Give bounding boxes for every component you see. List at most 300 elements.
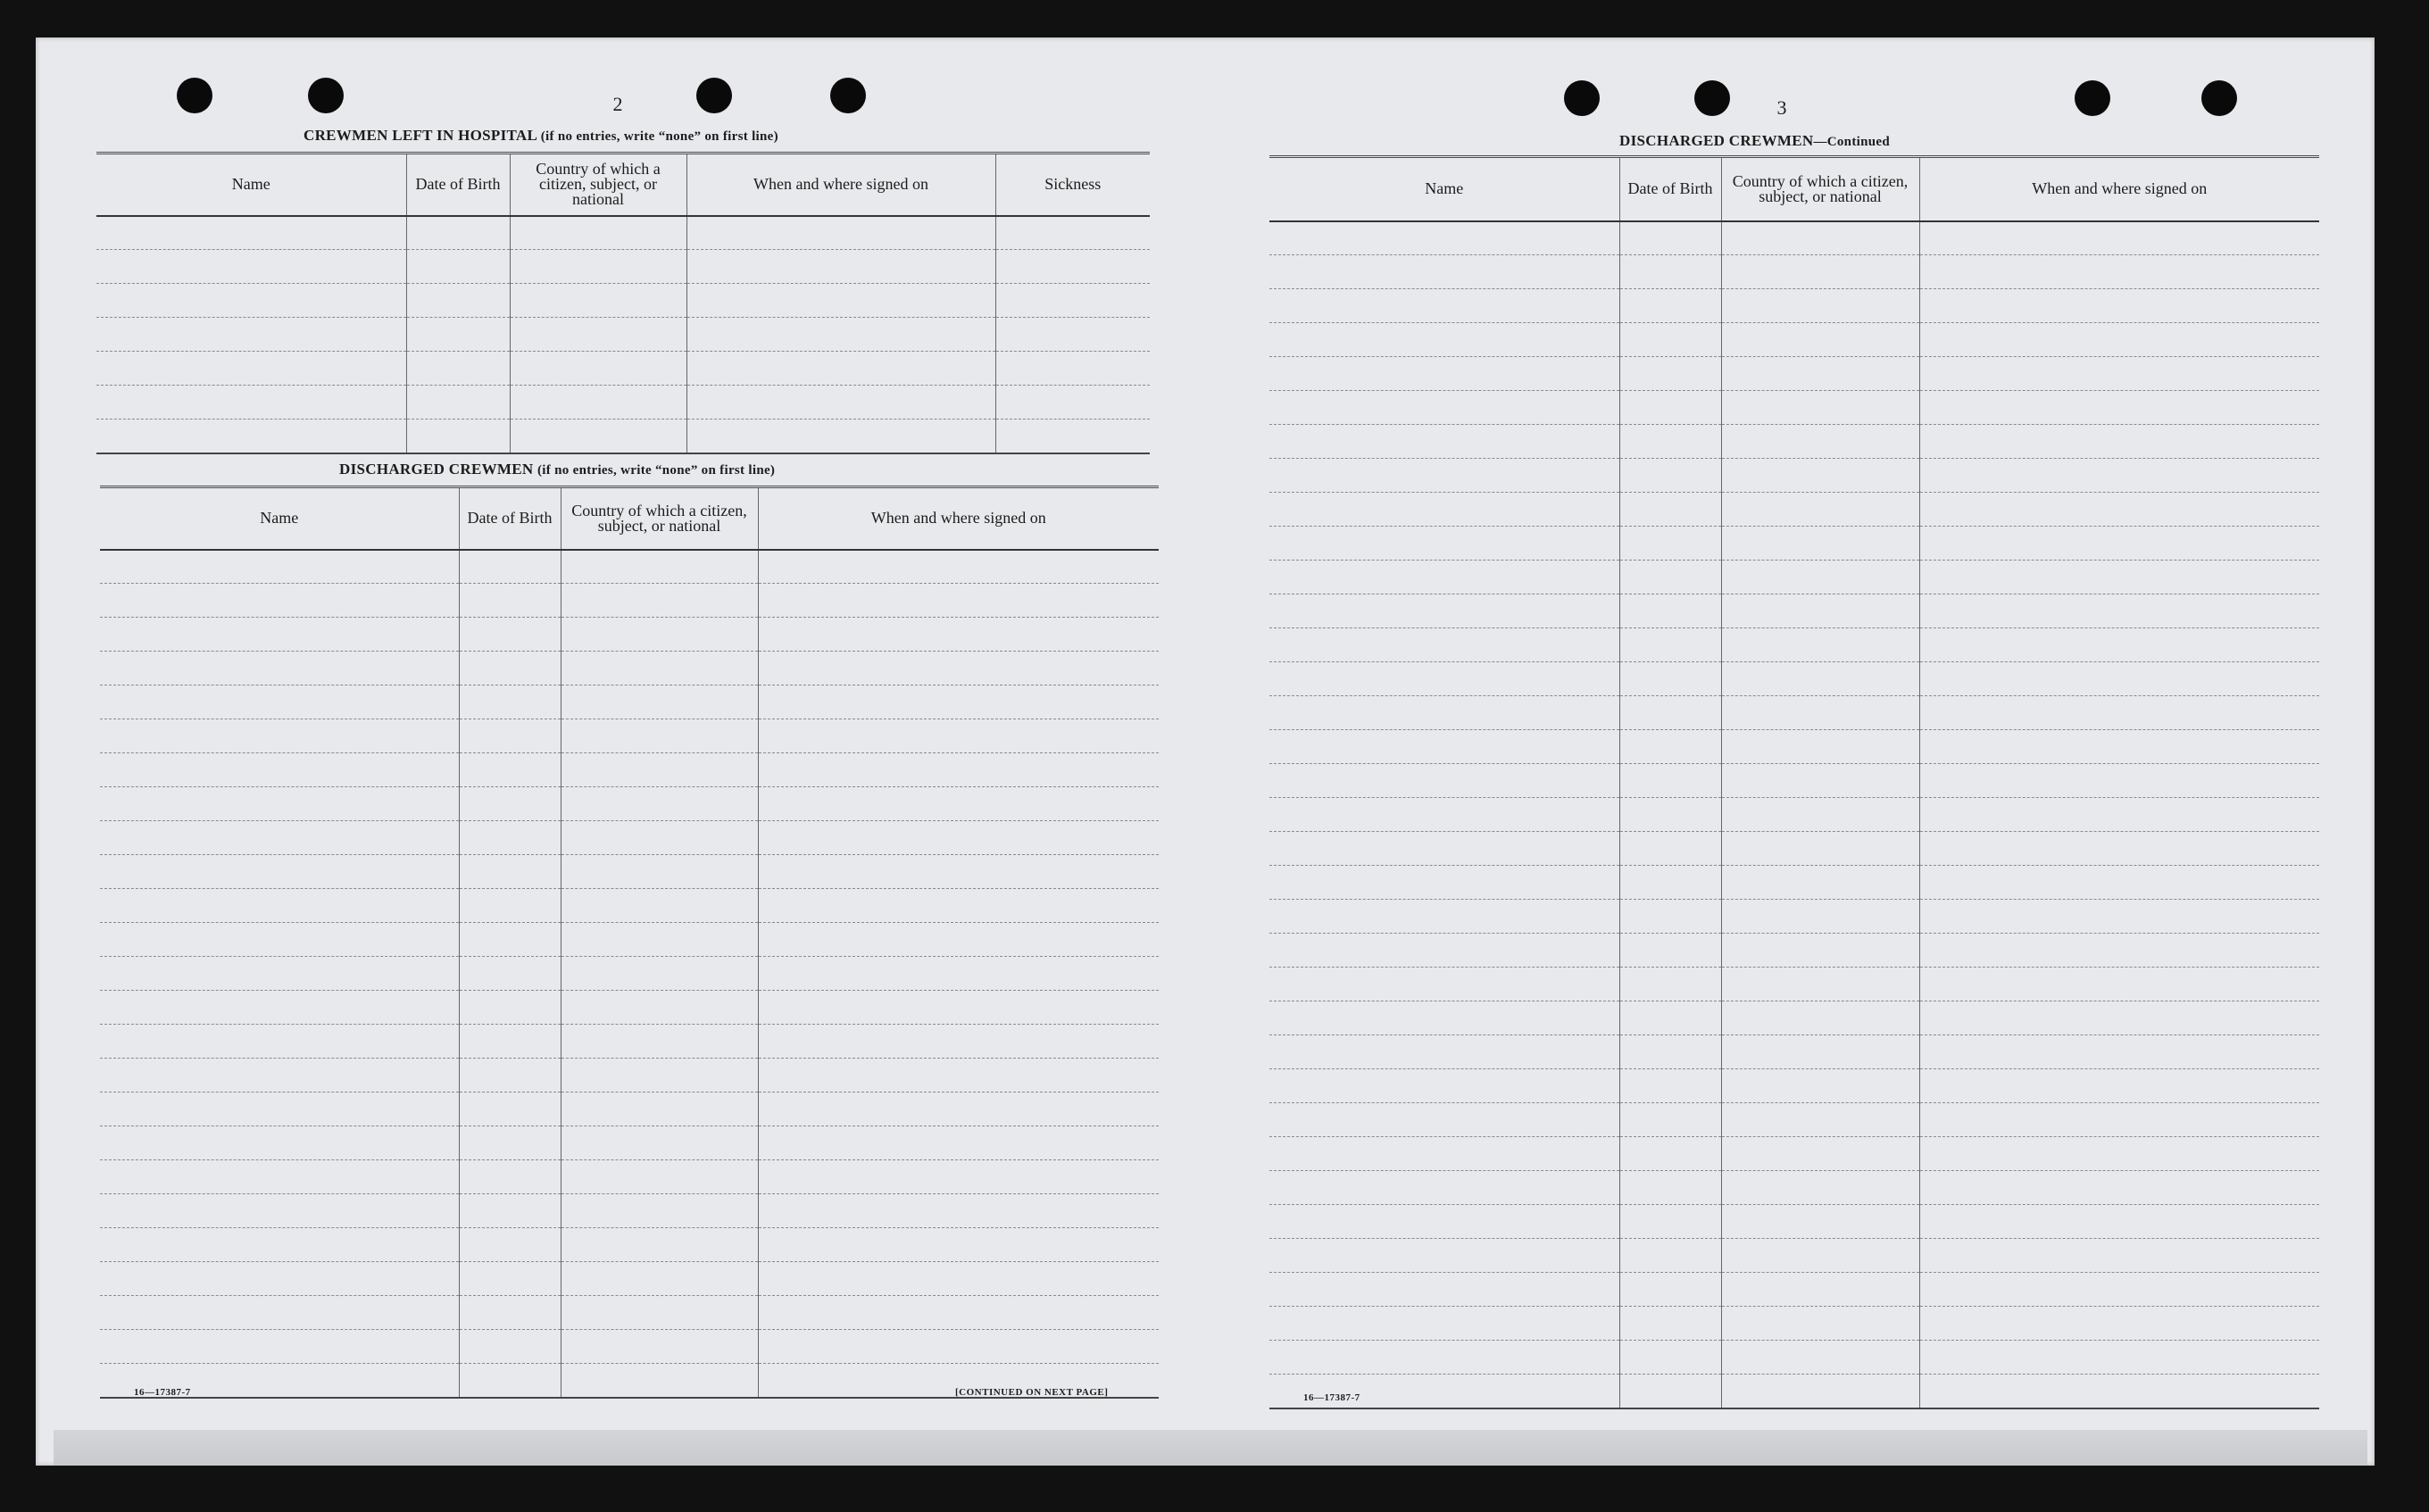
table-cell (1269, 832, 1619, 866)
table-row (100, 1025, 1159, 1059)
table-cell (459, 1194, 561, 1228)
col-date-of-birth: Date of Birth (406, 154, 510, 216)
table-cell (96, 250, 406, 284)
table-cell (510, 284, 686, 318)
table-cell (1919, 493, 2319, 527)
table-cell (686, 352, 995, 386)
table-row (100, 618, 1159, 652)
table-row (96, 352, 1150, 386)
table-cell (100, 1160, 459, 1194)
table-cell (758, 787, 1159, 821)
table-cell (561, 719, 758, 753)
table-cell (459, 1262, 561, 1296)
discharged-continued-rows (1269, 221, 2319, 1408)
table-cell (1619, 1137, 1721, 1171)
discharged-rows (100, 550, 1159, 1398)
table-cell (96, 386, 406, 420)
table-cell (1619, 764, 1721, 798)
table-cell (1619, 289, 1721, 323)
table-row (96, 250, 1150, 284)
table-cell (459, 618, 561, 652)
table-row (1269, 391, 2319, 425)
table-cell (1619, 900, 1721, 934)
table-cell (995, 216, 1150, 250)
table-cell (758, 923, 1159, 957)
table-cell (1619, 459, 1721, 493)
table-cell (459, 957, 561, 991)
table-cell (1619, 696, 1721, 730)
table-cell (686, 216, 995, 250)
table-cell (758, 652, 1159, 685)
table-cell (100, 550, 459, 584)
table-cell (1721, 798, 1919, 832)
table-cell (1919, 730, 2319, 764)
table-cell (1919, 900, 2319, 934)
table-cell (1619, 832, 1721, 866)
table-cell (1619, 730, 1721, 764)
table-cell (1919, 1137, 2319, 1171)
table-cell (1919, 1001, 2319, 1035)
table-cell (459, 1330, 561, 1364)
table-cell (1269, 866, 1619, 900)
table-row (1269, 934, 2319, 968)
table-row (1269, 798, 2319, 832)
table-cell (1919, 1341, 2319, 1375)
table-cell (1721, 832, 1919, 866)
table-cell (1919, 459, 2319, 493)
table-cell (1919, 798, 2319, 832)
table-cell (100, 821, 459, 855)
col-name: Name (1269, 157, 1619, 221)
table-row (1269, 1171, 2319, 1205)
table-row (1269, 764, 2319, 798)
col-date-of-birth: Date of Birth (459, 487, 561, 550)
table-cell (406, 420, 510, 453)
table-cell (1619, 1171, 1721, 1205)
table-cell (1269, 1035, 1619, 1069)
table-cell (459, 1092, 561, 1126)
continued-note: [CONTINUED ON NEXT PAGE] (955, 1387, 1109, 1398)
table-row (100, 991, 1159, 1025)
form-number-left: 16—17387-7 (134, 1387, 191, 1398)
table-cell (1919, 662, 2319, 696)
table-cell (995, 318, 1150, 352)
punch-hole (1564, 80, 1600, 116)
table-row (100, 1160, 1159, 1194)
table-cell (686, 250, 995, 284)
table-cell (1619, 934, 1721, 968)
table-row (1269, 1205, 2319, 1239)
table-cell (459, 550, 561, 584)
table-row (100, 1330, 1159, 1364)
table-cell (406, 318, 510, 352)
table-cell (561, 1262, 758, 1296)
table-cell (1721, 1341, 1919, 1375)
table-row (1269, 1069, 2319, 1103)
table-cell (758, 1194, 1159, 1228)
punch-hole (2201, 80, 2237, 116)
table-row (1269, 1239, 2319, 1273)
table-cell (100, 889, 459, 923)
table-cell (1619, 323, 1721, 357)
table-row (1269, 1273, 2319, 1307)
table-cell (100, 991, 459, 1025)
table-row (1269, 221, 2319, 255)
page-number-right: 3 (1776, 96, 1787, 119)
table-cell (1721, 323, 1919, 357)
table-cell (1269, 1069, 1619, 1103)
table-cell (1721, 357, 1919, 391)
table-cell (1721, 1069, 1919, 1103)
table-cell (1269, 934, 1619, 968)
table-row (96, 420, 1150, 453)
table-cell (1919, 1069, 2319, 1103)
table-cell (1619, 594, 1721, 628)
table-cell (459, 1025, 561, 1059)
table-cell (1721, 730, 1919, 764)
table-cell (1721, 493, 1919, 527)
col-name: Name (96, 154, 406, 216)
table-cell (1269, 730, 1619, 764)
table-cell (1269, 323, 1619, 357)
table-cell (1919, 323, 2319, 357)
table-cell (1619, 662, 1721, 696)
col-sickness: Sickness (995, 154, 1150, 216)
table-cell (1619, 798, 1721, 832)
col-country: Country of which a citizen, subject, or national (561, 487, 758, 550)
table-cell (459, 1160, 561, 1194)
table-cell (459, 1228, 561, 1262)
table-cell (1721, 1137, 1919, 1171)
table-cell (686, 318, 995, 352)
table-row (100, 753, 1159, 787)
table-cell (1269, 527, 1619, 561)
discharged-title-note: (if no entries, write “none” on first line) (537, 463, 776, 478)
table-cell (1721, 1273, 1919, 1307)
table-cell (1269, 221, 1619, 255)
table-cell (1619, 357, 1721, 391)
table-cell (1619, 255, 1721, 289)
table-cell (1269, 764, 1619, 798)
hospital-table (96, 152, 1150, 454)
table-cell (1721, 934, 1919, 968)
table-cell (96, 318, 406, 352)
table-row (100, 1296, 1159, 1330)
table-cell (96, 216, 406, 250)
table-row (100, 1228, 1159, 1262)
table-cell (561, 1160, 758, 1194)
table-cell (758, 855, 1159, 889)
table-cell (561, 652, 758, 685)
table-cell (100, 1296, 459, 1330)
table-row (1269, 900, 2319, 934)
table-row (1269, 1103, 2319, 1137)
discharged-continued-table (1269, 155, 2319, 1409)
table-cell (1619, 866, 1721, 900)
table-cell (1721, 1171, 1919, 1205)
table-cell (1919, 1239, 2319, 1273)
table-row (1269, 493, 2319, 527)
table-cell (1721, 425, 1919, 459)
form-number-right: 16—17387-7 (1303, 1392, 1360, 1403)
table-cell (1721, 1035, 1919, 1069)
table-cell (1269, 968, 1619, 1001)
table-cell (758, 889, 1159, 923)
table-cell (1619, 1375, 1721, 1408)
table-cell (561, 1194, 758, 1228)
col-date-of-birth: Date of Birth (1619, 157, 1721, 221)
table-cell (561, 1059, 758, 1092)
table-row (100, 1059, 1159, 1092)
table-cell (561, 889, 758, 923)
table-cell (459, 991, 561, 1025)
table-cell (1269, 1171, 1619, 1205)
table-cell (1919, 696, 2319, 730)
table-row (100, 923, 1159, 957)
table-cell (758, 1025, 1159, 1059)
discharged-table (100, 486, 1159, 1399)
discharged-continued-text: DISCHARGED CREWMEN (1619, 132, 1814, 149)
table-cell (406, 386, 510, 420)
table-cell (1269, 391, 1619, 425)
table-cell (758, 1228, 1159, 1262)
table-cell (1721, 289, 1919, 323)
table-row (1269, 323, 2319, 357)
table-cell (1269, 594, 1619, 628)
table-cell (686, 386, 995, 420)
table-cell (1919, 527, 2319, 561)
table-cell (1269, 1103, 1619, 1137)
table-cell (406, 284, 510, 318)
table-cell (459, 855, 561, 889)
table-cell (561, 1126, 758, 1160)
table-cell (1619, 1001, 1721, 1035)
table-row (1269, 527, 2319, 561)
table-row (96, 216, 1150, 250)
table-cell (1269, 425, 1619, 459)
table-cell (1619, 221, 1721, 255)
table-cell (1721, 459, 1919, 493)
table-cell (100, 618, 459, 652)
col-name: Name (100, 487, 459, 550)
table-cell (561, 1330, 758, 1364)
table-cell (1919, 1205, 2319, 1239)
col-country: Country of which a citizen, subject, or national (1721, 157, 1919, 221)
table-cell (1619, 1239, 1721, 1273)
table-cell (1721, 391, 1919, 425)
table-cell (459, 719, 561, 753)
table-cell (758, 719, 1159, 753)
table-cell (406, 250, 510, 284)
table-cell (1919, 764, 2319, 798)
table-cell (1919, 357, 2319, 391)
table-cell (459, 652, 561, 685)
table-cell (1269, 561, 1619, 594)
table-cell (995, 284, 1150, 318)
table-cell (995, 386, 1150, 420)
table-cell (561, 855, 758, 889)
table-cell (758, 957, 1159, 991)
table-cell (561, 1364, 758, 1398)
table-cell (561, 991, 758, 1025)
table-row (100, 821, 1159, 855)
table-row (100, 584, 1159, 618)
table-row (1269, 832, 2319, 866)
table-cell (1269, 255, 1619, 289)
table-cell (1269, 662, 1619, 696)
table-cell (100, 719, 459, 753)
table-cell (758, 753, 1159, 787)
table-cell (1269, 1239, 1619, 1273)
table-cell (96, 284, 406, 318)
table-cell (1269, 1001, 1619, 1035)
table-cell (100, 787, 459, 821)
table-cell (100, 753, 459, 787)
table-row (100, 787, 1159, 821)
table-row (1269, 1035, 2319, 1069)
table-cell (561, 618, 758, 652)
punch-hole (696, 78, 732, 113)
table-cell (100, 1228, 459, 1262)
table-cell (459, 1059, 561, 1092)
table-row (1269, 1137, 2319, 1171)
table-row (100, 855, 1159, 889)
table-cell (1721, 696, 1919, 730)
table-cell (561, 1025, 758, 1059)
table-cell (459, 1126, 561, 1160)
table-row (1269, 357, 2319, 391)
table-cell (1619, 1035, 1721, 1069)
table-row (1269, 696, 2319, 730)
table-cell (1721, 764, 1919, 798)
table-row (1269, 561, 2319, 594)
table-cell (1721, 1103, 1919, 1137)
table-row (1269, 459, 2319, 493)
table-cell (459, 1296, 561, 1330)
table-cell (758, 1160, 1159, 1194)
table-cell (561, 821, 758, 855)
table-cell (758, 1092, 1159, 1126)
table-cell (1619, 968, 1721, 1001)
table-cell (1721, 1205, 1919, 1239)
col-signed-on: When and where signed on (758, 487, 1159, 550)
table-row (100, 1262, 1159, 1296)
table-cell (995, 250, 1150, 284)
table-row (1269, 1001, 2319, 1035)
table-row (100, 719, 1159, 753)
table-cell (1721, 255, 1919, 289)
table-cell (1919, 832, 2319, 866)
table-cell (758, 1126, 1159, 1160)
table-cell (1721, 662, 1919, 696)
table-cell (561, 584, 758, 618)
table-cell (1619, 1205, 1721, 1239)
col-signed-on: When and where signed on (686, 154, 995, 216)
hospital-rows (96, 216, 1150, 453)
table-cell (1919, 221, 2319, 255)
table-cell (406, 216, 510, 250)
punch-hole (2075, 80, 2110, 116)
table-cell (1619, 1341, 1721, 1375)
table-cell (1619, 1103, 1721, 1137)
table-cell (1919, 425, 2319, 459)
table-cell (686, 420, 995, 453)
table-cell (1919, 968, 2319, 1001)
table-cell (406, 352, 510, 386)
table-row (100, 652, 1159, 685)
table-cell (561, 787, 758, 821)
table-cell (100, 1194, 459, 1228)
table-cell (100, 923, 459, 957)
table-cell (1269, 628, 1619, 662)
table-cell (758, 1330, 1159, 1364)
table-cell (459, 1364, 561, 1398)
table-cell (100, 957, 459, 991)
table-row (96, 284, 1150, 318)
table-row (100, 685, 1159, 719)
table-cell (561, 957, 758, 991)
table-row (1269, 1341, 2319, 1375)
table-cell (995, 352, 1150, 386)
table-cell (1721, 1239, 1919, 1273)
table-cell (510, 250, 686, 284)
table-cell (561, 550, 758, 584)
table-cell (1269, 696, 1619, 730)
table-cell (1919, 1103, 2319, 1137)
table-cell (96, 420, 406, 453)
table-row (1269, 594, 2319, 628)
table-row (100, 550, 1159, 584)
table-row (1269, 730, 2319, 764)
table-cell (561, 753, 758, 787)
table-cell (1269, 459, 1619, 493)
discharged-continued-title (1619, 132, 1890, 150)
table-cell (1269, 357, 1619, 391)
table-cell (1919, 866, 2319, 900)
table-row (1269, 866, 2319, 900)
col-signed-on: When and where signed on (1919, 157, 2319, 221)
table-cell (459, 685, 561, 719)
table-cell (1919, 1273, 2319, 1307)
discharged-title-text: DISCHARGED CREWMEN (339, 461, 534, 478)
table-cell (100, 1059, 459, 1092)
table-cell (1269, 798, 1619, 832)
table-cell (1919, 561, 2319, 594)
table-cell (1919, 594, 2319, 628)
table-cell (1721, 527, 1919, 561)
table-cell (1619, 391, 1721, 425)
table-cell (459, 923, 561, 957)
table-cell (1919, 1035, 2319, 1069)
table-cell (100, 1330, 459, 1364)
table-cell (1721, 628, 1919, 662)
table-cell (100, 652, 459, 685)
table-cell (561, 1228, 758, 1262)
table-cell (758, 550, 1159, 584)
table-cell (510, 352, 686, 386)
table-cell (1619, 493, 1721, 527)
table-cell (1721, 866, 1919, 900)
table-cell (561, 685, 758, 719)
table-cell (758, 618, 1159, 652)
table-cell (1269, 900, 1619, 934)
table-cell (758, 584, 1159, 618)
table-cell (1919, 934, 2319, 968)
table-cell (1619, 527, 1721, 561)
table-cell (1919, 1307, 2319, 1341)
table-cell (1619, 1307, 1721, 1341)
table-row (100, 1126, 1159, 1160)
